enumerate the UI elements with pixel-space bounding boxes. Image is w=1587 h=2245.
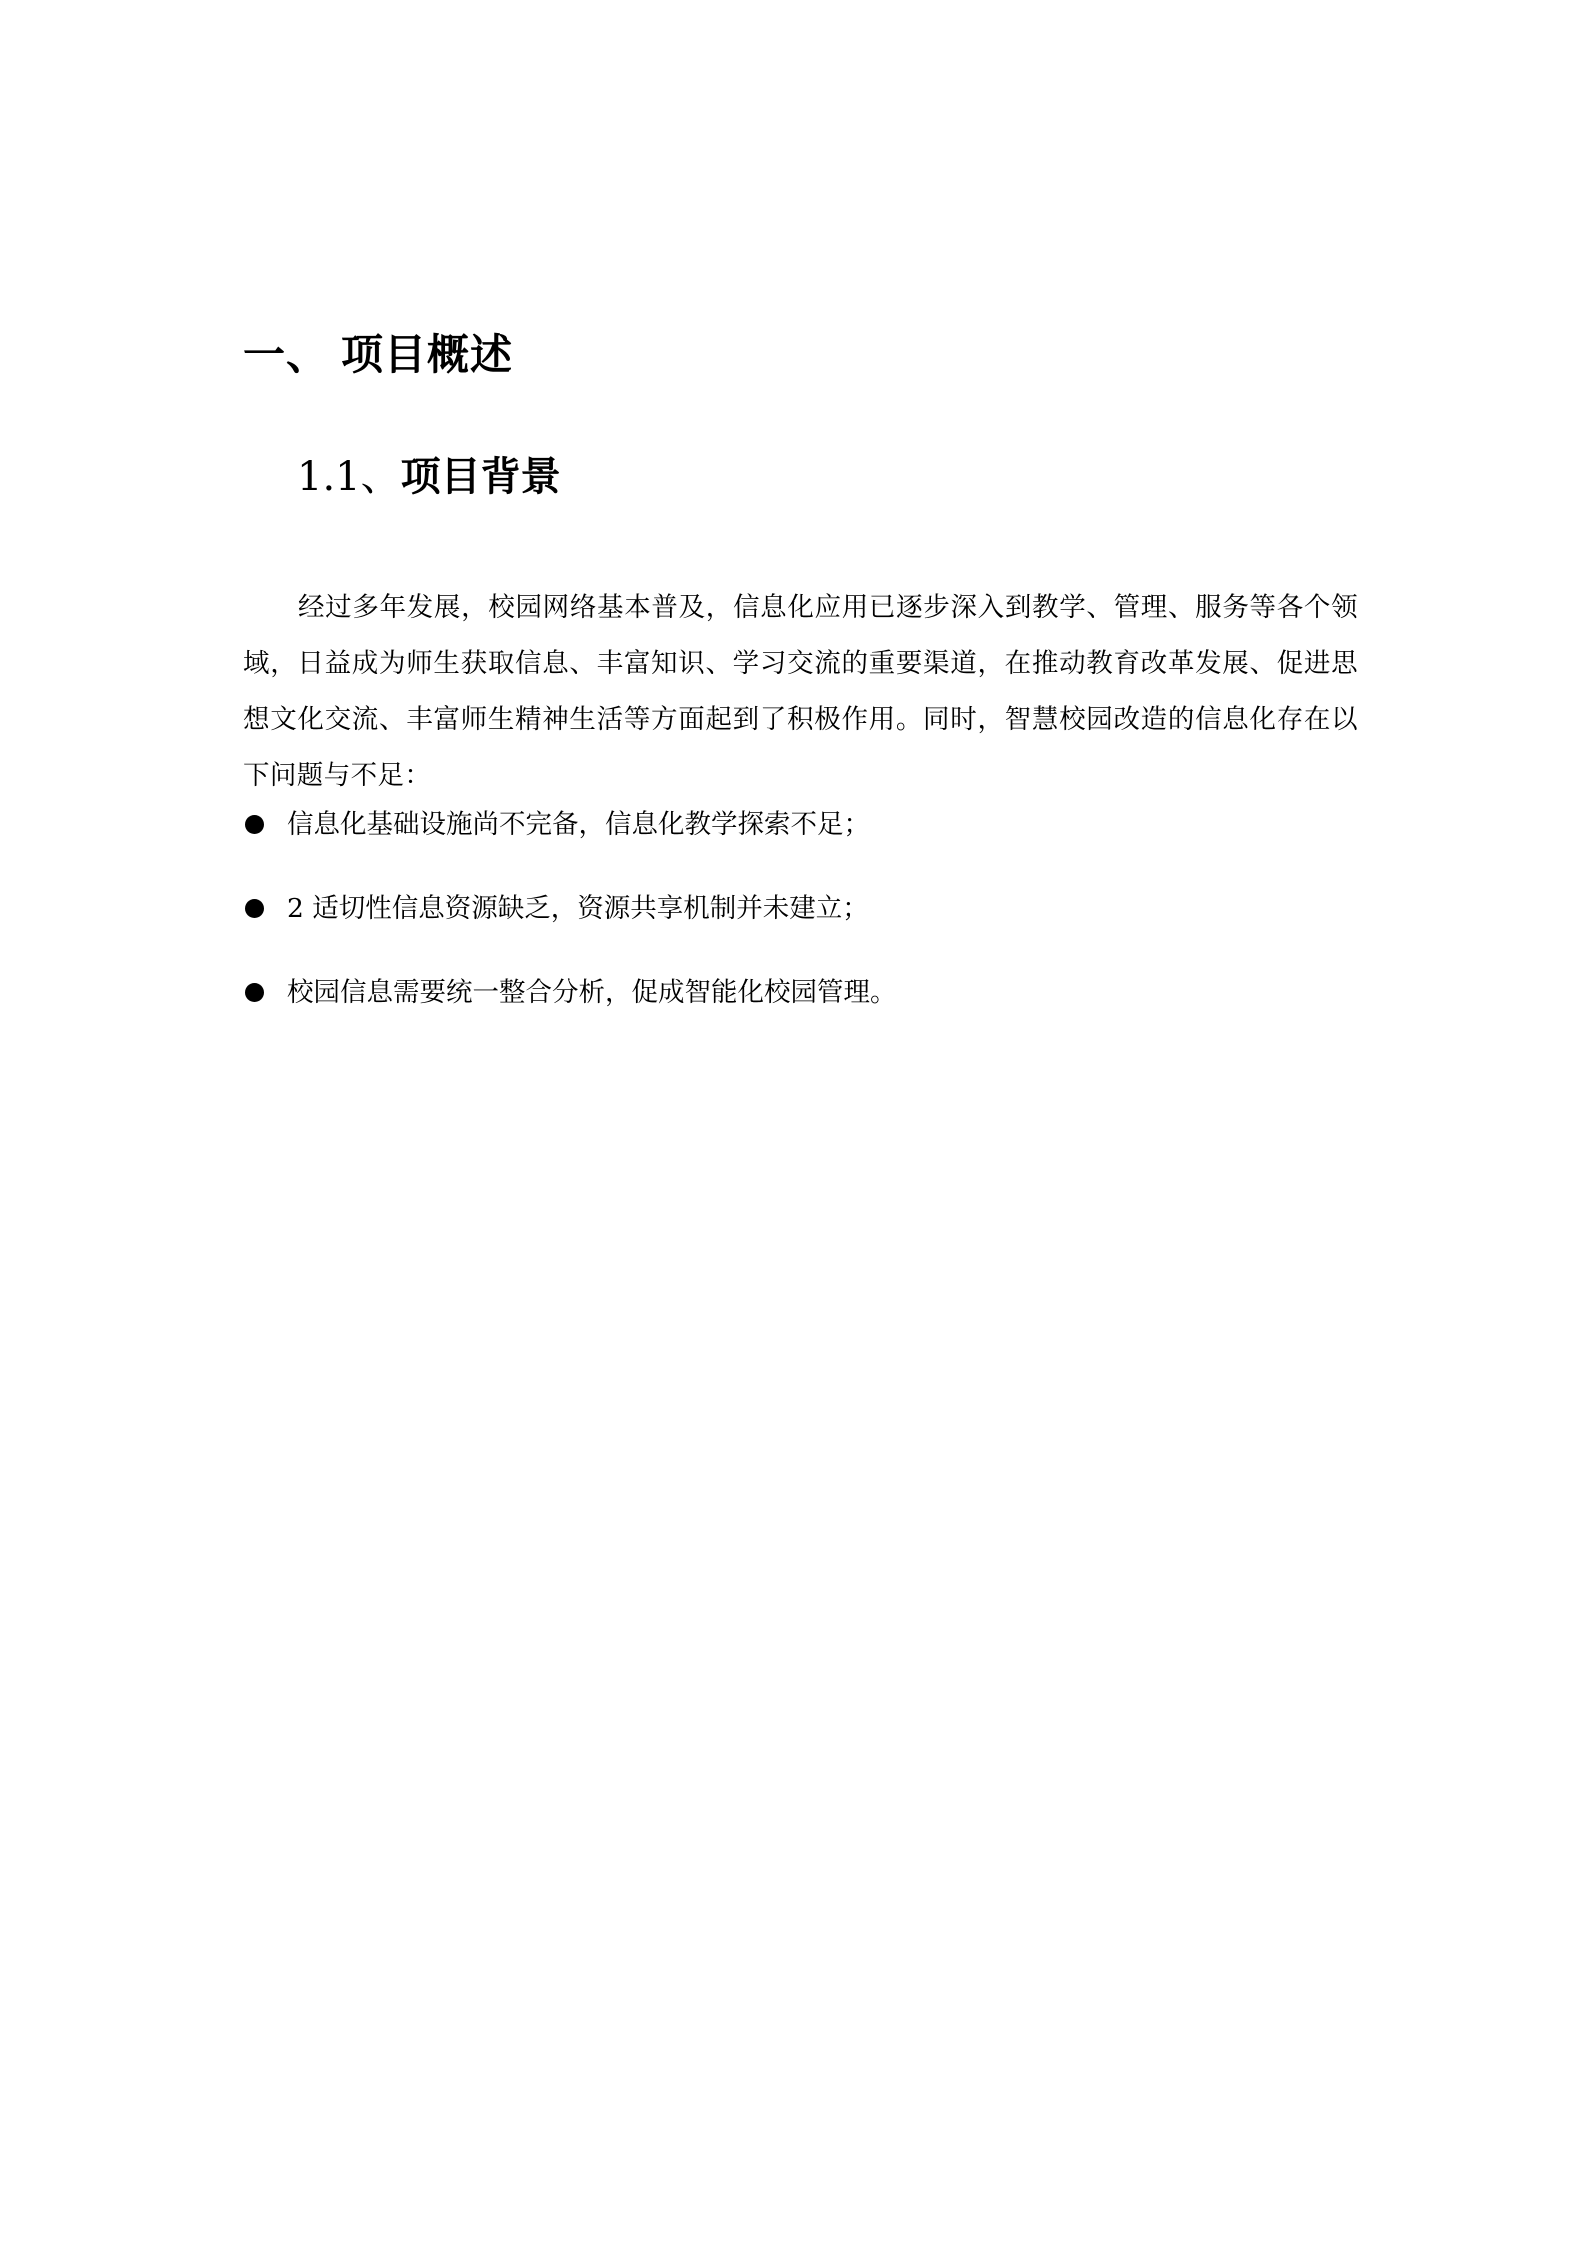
list-item: [243, 889, 1358, 973]
bullet-icon: [245, 899, 264, 918]
subsection-number: 1.1、: [297, 454, 401, 500]
bullet-icon: [245, 983, 264, 1002]
background-paragraph: 经过多年发展，校园网络基本普及，信息化应用已逐步深入到教学、管理、服务等各个领域，日益成为师生获取信息、丰富知识、学习交流的重要渠道，在推动教育改革发展、促进思想文化交流、丰富师生精神生活等方面起到了积极作用。同时，智慧校园改造的信息化存在以下问题与不足：: [243, 591, 1358, 791]
subsection-title: 项目背景: [400, 454, 561, 500]
section-title: 项目概述: [341, 330, 514, 379]
subsection-heading: [297, 445, 561, 502]
issue-list: [243, 805, 1358, 1057]
list-item: [243, 973, 1358, 1057]
list-item-text: 2 适切性信息资源缺乏，资源共享机制并未建立；: [287, 893, 869, 924]
section-number: 一、: [243, 330, 330, 379]
list-item-text: 信息化基础设施尚不完备，信息化教学探索不足；: [287, 809, 870, 840]
list-item-text: 校园信息需要统一整合分析，促成智能化校园管理。: [287, 977, 897, 1008]
bullet-icon: [245, 815, 264, 834]
list-item: [243, 805, 1358, 889]
section-heading: [243, 322, 513, 382]
